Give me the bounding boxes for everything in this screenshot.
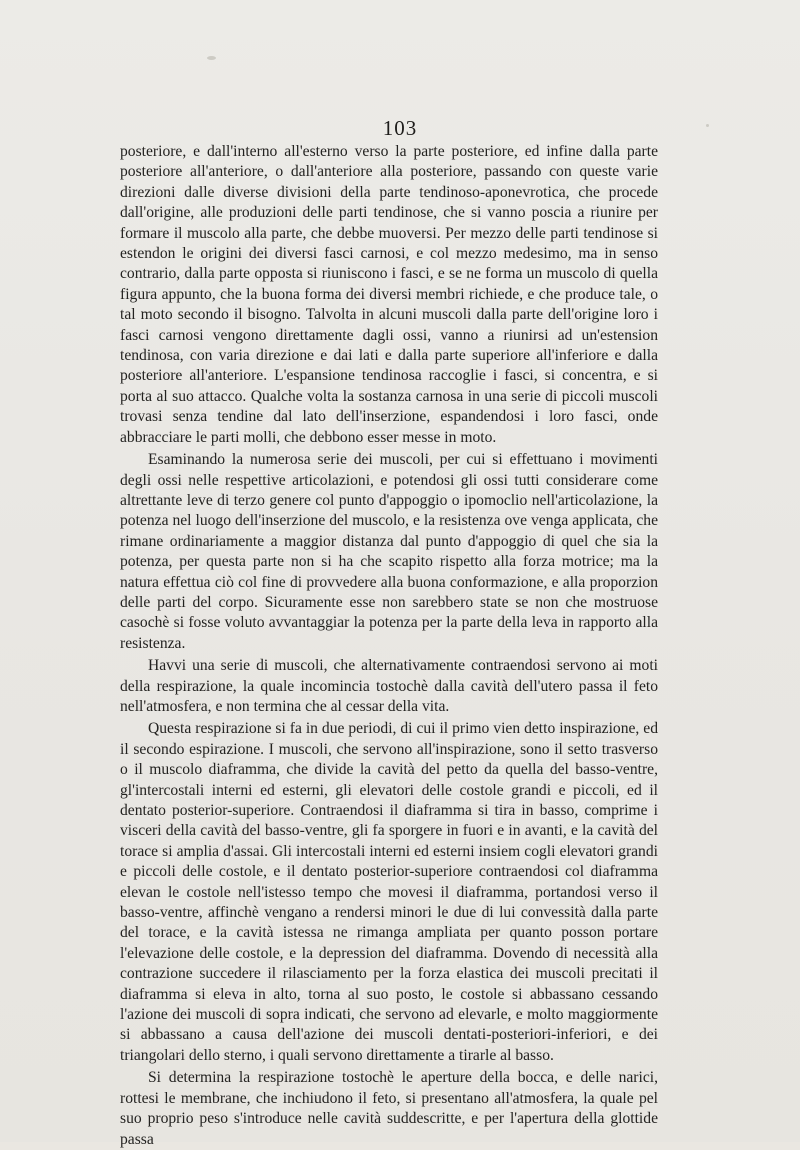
paragraph: Havvi una serie di muscoli, che alternativamente contraendosi servono ai moti della respirazione, la quale incomincia tostochè dalla cavità dell'utero passa il feto nell'atmosfera, e non termina che al cessar della vita.: [120, 657, 658, 715]
paragraph: Esaminando la numerosa serie dei muscoli, per cui si effettuano i movimenti degli ossi nelle respettive articolazioni, e potendosi gli ossi tutti considerare come altrettante leve di terzo genere col punto d'appoggio o ipomoclio nell'articolazione, la potenza nel luogo dell'inserzione del muscolo, e la resistenza ove venga applicata, che rimane ordinariamente a maggior distanza dal punto d'appoggio di quel che sia la potenza, per questa parte non si ha che scapito rispetto alla forza motrice; ma la natura effettua ciò col fine di provvedere alla buona conformazione, e alla proporzion delle parti del corpo. Sicuramente esse non sarebbero state se non che mostruose casochè si fosse voluto avvantaggiar la potenza per la parte della leva in rapporto alla resistenza.: [120, 451, 658, 652]
paragraph: Si determina la respirazione tostochè le aperture della bocca, e delle narici, rottesi le membrane, che inchiudono il feto, si presentano all'atmosfera, la quale pel suo proprio peso s'introduce nelle cavità suddescritte, e per l'apertura della glottide passa: [120, 1069, 658, 1148]
paragraph: Questa respirazione si fa in due periodi, di cui il primo vien detto inspirazione, ed il secondo espirazione. I muscoli, che servono all'inspirazione, sono il setto trasverso o il muscolo diaframma, che divide la cavità del petto da quella del basso-ventre, gl'intercostali interni ed esterni, gli elevatori delle costole grandi e piccoli, ed il dentato posterior-superiore. Contraendosi il diaframma si tira in basso, comprime i visceri della cavità del basso-ventre, gli fa sporgere in fuori e in avanti, e la cavità del torace si amplia d'assai. Gli intercostali interni ed esterni insiem cogli elevatori grandi e piccoli delle costole, e il dentato posterior-superiore contraendosi col diaframma elevan le costole nell'istesso tempo che movesi il diaframma, portandosi verso il basso-ventre, affinchè vengano a rendersi minori le due di lui convessità dalla parte del torace, e la cavità istessa ne rimanga ampliata per quanto posson portare l'elevazione delle costole, e la depression del diaframma. Dovendo di necessità alla contrazione succedere il rilasciamento per la forza elastica dei muscoli precitati il diaframma si eleva in alto, torna al suo posto, le costole si abbassano cessando l'azione dei muscoli di sopra indicati, che servono ad elevarle, e molto maggiormente si abbassano a causa dell'azione dei muscoli dentati-posteriori-inferiori, e dei triangolari dello sterno, i quali servono direttamente a tirarle al basso.: [120, 720, 658, 1064]
body-text: [120, 142, 658, 1150]
paper-speck: [207, 56, 216, 60]
paragraph: posteriore, e dall'interno all'esterno verso la parte posteriore, ed infine dalla parte posteriore all'anteriore, o dall'anteriore alla posteriore, passando con queste varie direzioni dalle diverse divisioni della parte tendinoso-aponevrotica, che procede dall'origine, alle produzioni delle parti tendinose, che si vanno poscia a riunire per formare il muscolo alla parte, che debbe muoversi. Per mezzo delle parti tendinose si estendon le origini dei diversi fasci carnosi, e col mezzo medesimo, ma in senso contrario, dalla parte opposta si riuniscono i fasci, e se ne forma un muscolo di quella figura appunto, che la buona forma dei diversi membri richiede, e che produce tale, o tal moto secondo il bisogno. Talvolta in alcuni muscoli dalla parte dell'origine loro i fasci carnosi vengono direttamente dagli ossi, vanno a riunirsi ad un'estension tendinosa, con varia direzione e dai lati e dalla parte superiore all'inferiore e dalla posteriore all'anteriore. L'espansione tendinosa raccoglie i fasci, si concentra, e si porta al suo attacco. Qualche volta la sostanza carnosa in una serie di piccoli muscoli trovasi senza tendine dal lato dell'inserzione, espandendosi i loro fasci, onde abbracciare le parti molli, che debbono esser messe in moto.: [120, 143, 658, 446]
page-number: 103: [382, 116, 418, 140]
